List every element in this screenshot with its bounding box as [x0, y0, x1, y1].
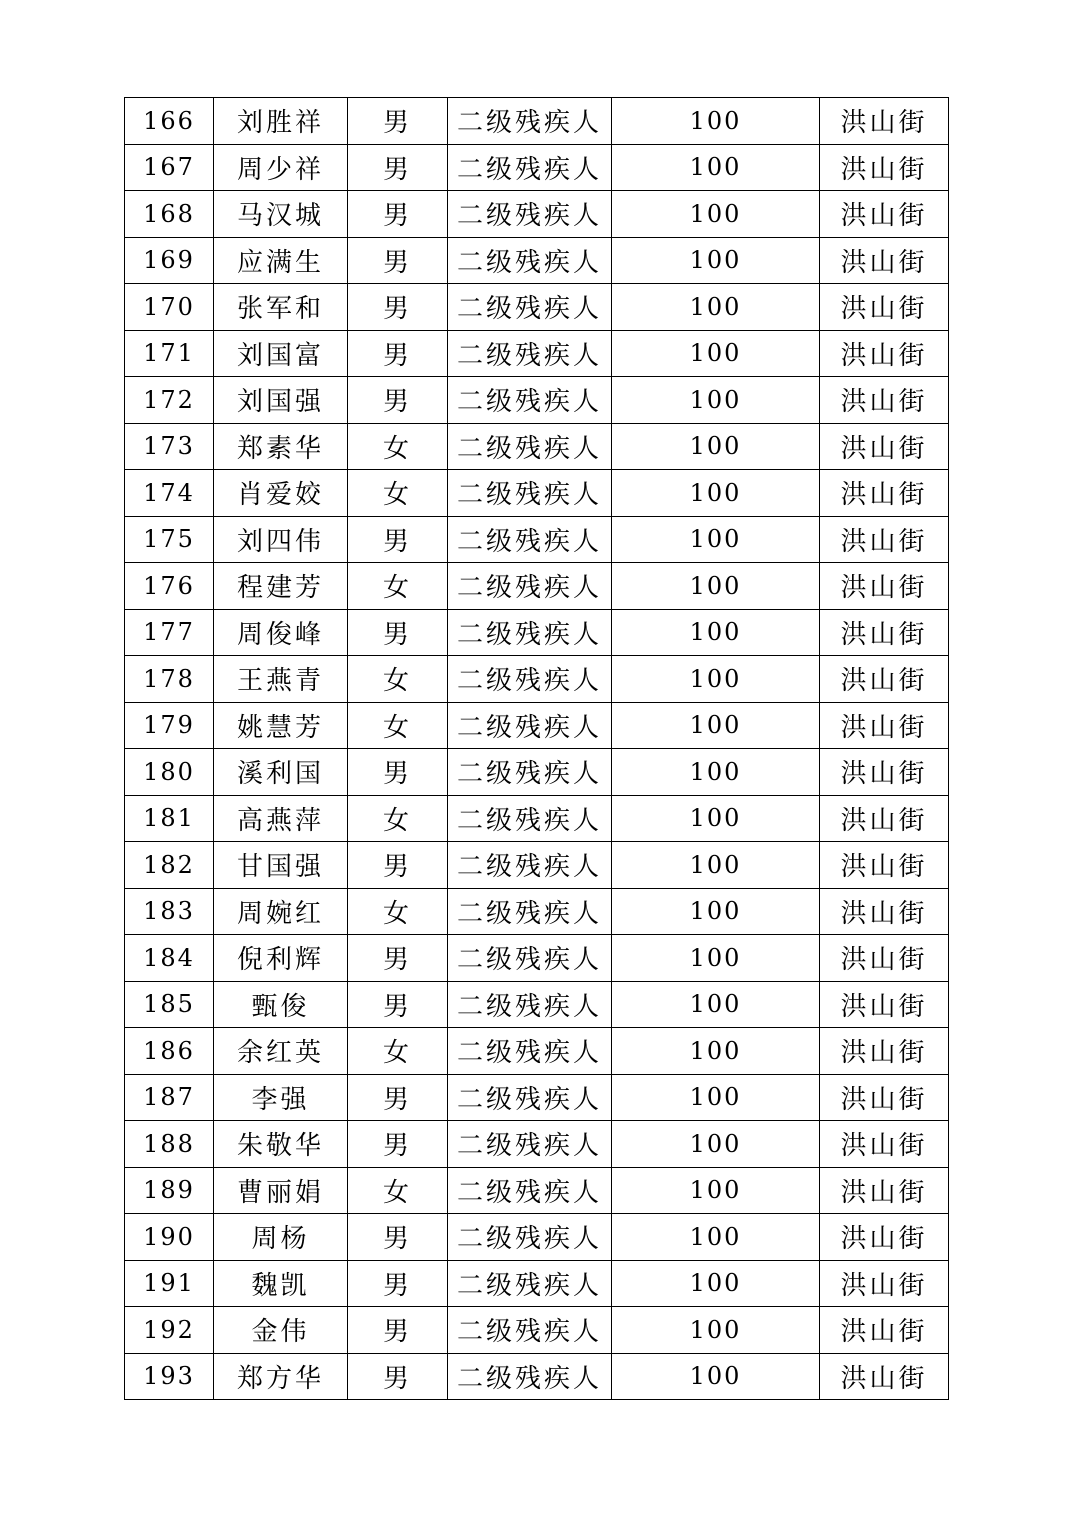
cell-name: 郑方华: [214, 1353, 348, 1400]
cell-amount: 100: [612, 191, 820, 238]
cell-gender: 女: [348, 470, 448, 517]
cell-amount: 100: [612, 656, 820, 703]
cell-disability-level: 二级残疾人: [448, 423, 612, 470]
cell-street: 洪山街: [820, 98, 949, 145]
table-row: [125, 1260, 949, 1307]
cell-amount: 100: [612, 1074, 820, 1121]
cell-amount: 100: [612, 470, 820, 517]
cell-number: 168: [125, 191, 214, 238]
cell-street: 洪山街: [820, 1028, 949, 1075]
cell-name: 王燕青: [214, 656, 348, 703]
cell-amount: 100: [612, 284, 820, 331]
cell-name: 曹丽娟: [214, 1167, 348, 1214]
cell-street: 洪山街: [820, 609, 949, 656]
cell-amount: 100: [612, 981, 820, 1028]
cell-disability-level: 二级残疾人: [448, 702, 612, 749]
table-row: [125, 330, 949, 377]
cell-street: 洪山街: [820, 423, 949, 470]
cell-street: 洪山街: [820, 470, 949, 517]
cell-number: 193: [125, 1353, 214, 1400]
cell-street: 洪山街: [820, 284, 949, 331]
cell-street: 洪山街: [820, 1214, 949, 1261]
cell-gender: 男: [348, 1074, 448, 1121]
cell-number: 177: [125, 609, 214, 656]
cell-amount: 100: [612, 98, 820, 145]
cell-amount: 100: [612, 423, 820, 470]
cell-amount: 100: [612, 1307, 820, 1354]
cell-amount: 100: [612, 144, 820, 191]
cell-number: 184: [125, 935, 214, 982]
table-row: [125, 144, 949, 191]
cell-number: 175: [125, 516, 214, 563]
cell-gender: 男: [348, 284, 448, 331]
cell-gender: 女: [348, 1167, 448, 1214]
cell-amount: 100: [612, 377, 820, 424]
cell-street: 洪山街: [820, 563, 949, 610]
cell-street: 洪山街: [820, 1167, 949, 1214]
cell-amount: 100: [612, 609, 820, 656]
roster-table-body: [125, 98, 949, 1400]
cell-number: 178: [125, 656, 214, 703]
cell-gender: 女: [348, 563, 448, 610]
cell-number: 190: [125, 1214, 214, 1261]
cell-disability-level: 二级残疾人: [448, 377, 612, 424]
cell-amount: 100: [612, 516, 820, 563]
table-row: [125, 749, 949, 796]
cell-disability-level: 二级残疾人: [448, 1353, 612, 1400]
table-row: [125, 377, 949, 424]
table-row: [125, 935, 949, 982]
cell-disability-level: 二级残疾人: [448, 470, 612, 517]
cell-disability-level: 二级残疾人: [448, 888, 612, 935]
cell-street: 洪山街: [820, 1121, 949, 1168]
cell-street: 洪山街: [820, 656, 949, 703]
cell-disability-level: 二级残疾人: [448, 935, 612, 982]
table-row: [125, 981, 949, 1028]
cell-name: 应满生: [214, 237, 348, 284]
cell-gender: 男: [348, 98, 448, 145]
cell-number: 192: [125, 1307, 214, 1354]
cell-disability-level: 二级残疾人: [448, 842, 612, 889]
cell-number: 179: [125, 702, 214, 749]
cell-name: 周婉红: [214, 888, 348, 935]
cell-number: 187: [125, 1074, 214, 1121]
cell-disability-level: 二级残疾人: [448, 1028, 612, 1075]
cell-amount: 100: [612, 795, 820, 842]
cell-number: 166: [125, 98, 214, 145]
cell-amount: 100: [612, 1353, 820, 1400]
cell-number: 170: [125, 284, 214, 331]
cell-gender: 男: [348, 1353, 448, 1400]
cell-number: 174: [125, 470, 214, 517]
cell-name: 马汉城: [214, 191, 348, 238]
cell-number: 182: [125, 842, 214, 889]
table-row: [125, 423, 949, 470]
cell-disability-level: 二级残疾人: [448, 795, 612, 842]
cell-gender: 男: [348, 237, 448, 284]
cell-amount: 100: [612, 935, 820, 982]
table-row: [125, 1353, 949, 1400]
table-row: [125, 470, 949, 517]
table-row: [125, 656, 949, 703]
cell-name: 周俊峰: [214, 609, 348, 656]
cell-name: 朱敬华: [214, 1121, 348, 1168]
cell-gender: 男: [348, 1260, 448, 1307]
cell-number: 191: [125, 1260, 214, 1307]
cell-name: 甄俊: [214, 981, 348, 1028]
cell-disability-level: 二级残疾人: [448, 563, 612, 610]
cell-disability-level: 二级残疾人: [448, 981, 612, 1028]
cell-gender: 女: [348, 423, 448, 470]
cell-amount: 100: [612, 1121, 820, 1168]
cell-amount: 100: [612, 1214, 820, 1261]
cell-amount: 100: [612, 749, 820, 796]
cell-gender: 男: [348, 330, 448, 377]
cell-number: 167: [125, 144, 214, 191]
cell-number: 188: [125, 1121, 214, 1168]
cell-amount: 100: [612, 330, 820, 377]
cell-street: 洪山街: [820, 1353, 949, 1400]
cell-gender: 女: [348, 656, 448, 703]
cell-disability-level: 二级残疾人: [448, 144, 612, 191]
cell-disability-level: 二级残疾人: [448, 1260, 612, 1307]
cell-gender: 男: [348, 191, 448, 238]
cell-street: 洪山街: [820, 144, 949, 191]
table-row: [125, 237, 949, 284]
cell-street: 洪山街: [820, 191, 949, 238]
cell-number: 180: [125, 749, 214, 796]
table-row: [125, 284, 949, 331]
cell-disability-level: 二级残疾人: [448, 1214, 612, 1261]
cell-gender: 男: [348, 377, 448, 424]
cell-gender: 男: [348, 935, 448, 982]
cell-street: 洪山街: [820, 749, 949, 796]
cell-disability-level: 二级残疾人: [448, 98, 612, 145]
cell-number: 172: [125, 377, 214, 424]
cell-street: 洪山街: [820, 1074, 949, 1121]
table-row: [125, 1121, 949, 1168]
cell-amount: 100: [612, 702, 820, 749]
cell-name: 余红英: [214, 1028, 348, 1075]
cell-street: 洪山街: [820, 842, 949, 889]
table-row: [125, 1214, 949, 1261]
cell-street: 洪山街: [820, 1260, 949, 1307]
cell-name: 刘胜祥: [214, 98, 348, 145]
cell-amount: 100: [612, 1260, 820, 1307]
cell-name: 刘四伟: [214, 516, 348, 563]
cell-gender: 女: [348, 1028, 448, 1075]
cell-name: 魏凯: [214, 1260, 348, 1307]
roster-table: [124, 97, 949, 1400]
cell-disability-level: 二级残疾人: [448, 656, 612, 703]
cell-disability-level: 二级残疾人: [448, 237, 612, 284]
cell-disability-level: 二级残疾人: [448, 1167, 612, 1214]
cell-amount: 100: [612, 237, 820, 284]
cell-name: 李强: [214, 1074, 348, 1121]
cell-amount: 100: [612, 1167, 820, 1214]
cell-street: 洪山街: [820, 377, 949, 424]
cell-number: 171: [125, 330, 214, 377]
cell-street: 洪山街: [820, 1307, 949, 1354]
cell-name: 姚慧芳: [214, 702, 348, 749]
cell-number: 186: [125, 1028, 214, 1075]
cell-amount: 100: [612, 842, 820, 889]
cell-number: 173: [125, 423, 214, 470]
table-row: [125, 609, 949, 656]
cell-gender: 女: [348, 795, 448, 842]
cell-disability-level: 二级残疾人: [448, 516, 612, 563]
cell-number: 181: [125, 795, 214, 842]
cell-gender: 女: [348, 702, 448, 749]
cell-street: 洪山街: [820, 888, 949, 935]
table-row: [125, 191, 949, 238]
cell-street: 洪山街: [820, 795, 949, 842]
cell-amount: 100: [612, 888, 820, 935]
cell-number: 169: [125, 237, 214, 284]
table-row: [125, 563, 949, 610]
table-row: [125, 1028, 949, 1075]
cell-disability-level: 二级残疾人: [448, 749, 612, 796]
cell-number: 189: [125, 1167, 214, 1214]
cell-name: 周杨: [214, 1214, 348, 1261]
cell-street: 洪山街: [820, 702, 949, 749]
cell-number: 183: [125, 888, 214, 935]
cell-disability-level: 二级残疾人: [448, 330, 612, 377]
cell-number: 185: [125, 981, 214, 1028]
cell-disability-level: 二级残疾人: [448, 1074, 612, 1121]
cell-name: 溪利国: [214, 749, 348, 796]
cell-amount: 100: [612, 1028, 820, 1075]
cell-name: 刘国强: [214, 377, 348, 424]
table-row: [125, 1074, 949, 1121]
cell-disability-level: 二级残疾人: [448, 609, 612, 656]
cell-gender: 女: [348, 888, 448, 935]
cell-name: 高燕萍: [214, 795, 348, 842]
cell-name: 倪利辉: [214, 935, 348, 982]
table-row: [125, 842, 949, 889]
table-row: [125, 702, 949, 749]
cell-disability-level: 二级残疾人: [448, 284, 612, 331]
cell-name: 郑素华: [214, 423, 348, 470]
cell-gender: 男: [348, 842, 448, 889]
cell-gender: 男: [348, 981, 448, 1028]
cell-gender: 男: [348, 609, 448, 656]
cell-gender: 男: [348, 1307, 448, 1354]
cell-name: 甘国强: [214, 842, 348, 889]
cell-street: 洪山街: [820, 330, 949, 377]
cell-disability-level: 二级残疾人: [448, 191, 612, 238]
cell-disability-level: 二级残疾人: [448, 1307, 612, 1354]
cell-name: 刘国富: [214, 330, 348, 377]
cell-name: 张军和: [214, 284, 348, 331]
cell-gender: 男: [348, 516, 448, 563]
table-row: [125, 795, 949, 842]
cell-amount: 100: [612, 563, 820, 610]
table-row: [125, 516, 949, 563]
cell-number: 176: [125, 563, 214, 610]
table-row: [125, 1167, 949, 1214]
cell-disability-level: 二级残疾人: [448, 1121, 612, 1168]
table-row: [125, 888, 949, 935]
cell-name: 金伟: [214, 1307, 348, 1354]
cell-street: 洪山街: [820, 935, 949, 982]
cell-street: 洪山街: [820, 237, 949, 284]
cell-gender: 男: [348, 1121, 448, 1168]
cell-street: 洪山街: [820, 516, 949, 563]
cell-gender: 男: [348, 144, 448, 191]
cell-gender: 男: [348, 749, 448, 796]
cell-gender: 男: [348, 1214, 448, 1261]
cell-name: 程建芳: [214, 563, 348, 610]
cell-name: 肖爱姣: [214, 470, 348, 517]
cell-name: 周少祥: [214, 144, 348, 191]
table-row: [125, 98, 949, 145]
cell-street: 洪山街: [820, 981, 949, 1028]
table-row: [125, 1307, 949, 1354]
